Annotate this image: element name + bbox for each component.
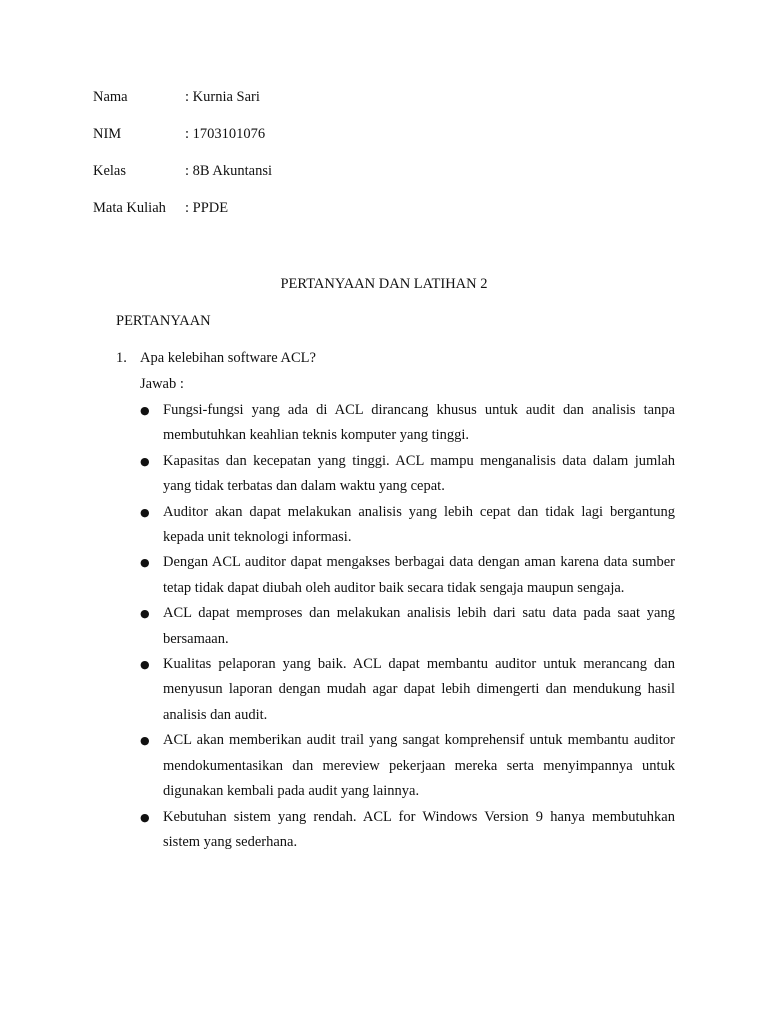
bullet-text: Dengan ACL auditor dapat mengakses berbagai data dengan aman karena data sumber tetap tidak dapat diubah oleh auditor baik secara tidak sengaja maupun sengaja. bbox=[163, 554, 675, 596]
list-item bbox=[140, 805, 675, 856]
bullet-icon: ● bbox=[140, 556, 150, 570]
field-label: Nama bbox=[93, 89, 128, 105]
header-field-nama bbox=[93, 87, 260, 107]
field-value: : Kurnia Sari bbox=[185, 89, 260, 105]
bullet-icon: ● bbox=[140, 607, 150, 621]
bullet-icon: ● bbox=[140, 404, 150, 417]
bullet-icon: ● bbox=[140, 454, 150, 468]
question-number: 1. bbox=[116, 350, 127, 366]
answer-bullet-list bbox=[140, 398, 675, 855]
field-label: Mata Kuliah bbox=[93, 200, 166, 216]
header-field-mata-kuliah bbox=[93, 198, 228, 218]
bullet-text: Kapasitas dan kecepatan yang tinggi. ACL mampu menganalisis data dalam jumlah yang tidak terbatas dan dalam waktu yang cepat. bbox=[163, 452, 675, 495]
header-field-kelas bbox=[93, 161, 272, 181]
bullet-icon: ● bbox=[140, 734, 150, 748]
list-item bbox=[140, 728, 675, 804]
question-text: Apa kelebihan software ACL? bbox=[140, 350, 316, 366]
document-title: PERTANYAAN DAN LATIHAN 2 bbox=[280, 276, 488, 292]
field-value: : 1703101076 bbox=[185, 126, 266, 142]
question-1 bbox=[116, 348, 316, 368]
field-value: : PPDE bbox=[185, 200, 229, 216]
list-item bbox=[140, 449, 675, 500]
bullet-text: ACL dapat memproses dan melakukan analisis lebih dari satu data pada saat yang bersamaan. bbox=[163, 605, 675, 647]
bullet-icon: ● bbox=[140, 505, 150, 519]
list-item bbox=[140, 398, 675, 449]
bullet-text: Kualitas pelaporan yang baik. ACL dapat membantu auditor untuk merancang dan menyusun laporan dengan mudah agar dapat lebih dimengerti dan mendukung hasil analisis dan audit. bbox=[163, 656, 675, 723]
field-label: Kelas bbox=[93, 163, 127, 179]
field-value: : 8B Akuntansi bbox=[185, 163, 273, 179]
field-label: NIM bbox=[93, 126, 122, 142]
bullet-icon: ● bbox=[140, 658, 150, 672]
bullet-text: Auditor akan dapat melakukan analisis yang lebih cepat dan tidak lagi bergantung kepada unit teknologi informasi. bbox=[163, 503, 675, 546]
bullet-text: ACL akan memberikan audit trail yang sangat komprehensif untuk membantu auditor mendokumentasikan dan mereview pekerjaan mereka serta menyimpannya untuk digunakan kembali pada audit yang lainnya. bbox=[163, 732, 675, 800]
header-field-nim bbox=[93, 124, 265, 144]
list-item bbox=[140, 652, 675, 728]
list-item bbox=[140, 601, 675, 652]
answer-label: Jawab : bbox=[140, 376, 184, 392]
section-heading: PERTANYAAN bbox=[116, 313, 211, 329]
bullet-text: Kebutuhan sistem yang rendah. ACL for Windows Version 9 hanya membutuhkan sistem yang sederhana. bbox=[163, 808, 675, 850]
list-item bbox=[140, 500, 675, 551]
bullet-icon: ● bbox=[140, 810, 150, 824]
bullet-text: Fungsi-fungsi yang ada di ACL dirancang khusus untuk audit dan analisis tanpa membutuhkan keahlian teknis komputer yang tinggi. bbox=[163, 402, 675, 444]
list-item bbox=[140, 550, 675, 601]
